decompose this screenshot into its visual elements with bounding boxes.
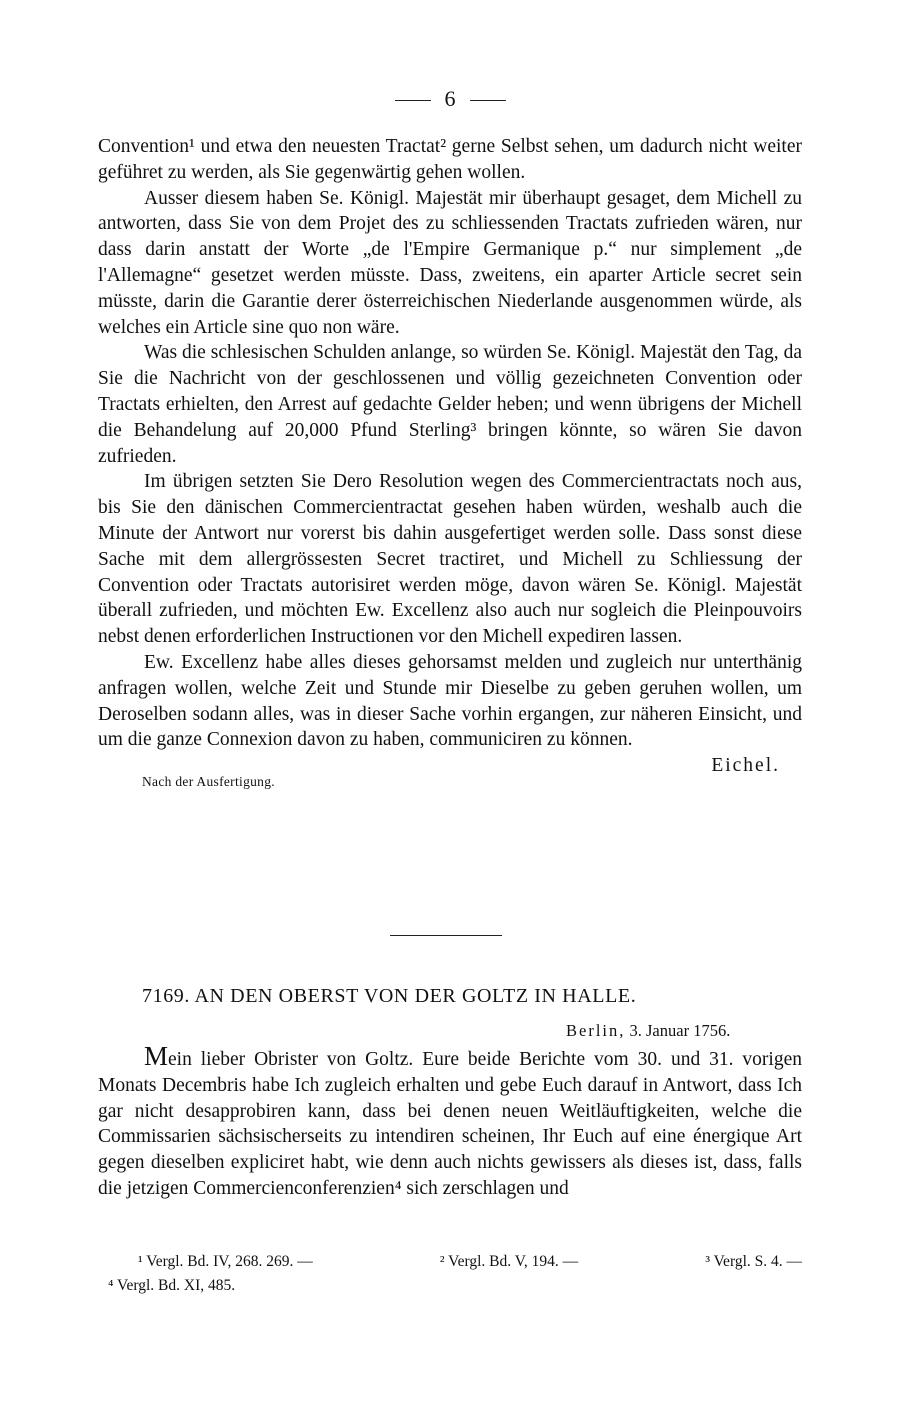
footnote-3: ³ Vergl. S. 4. —	[705, 1253, 802, 1270]
paragraph: Im übrigen setzten Sie Dero Resolution wegen des Commercientractats noch aus, bis Sie den dänischen Commercientractat gesehen haben würden, weshalb auch die Minute der Antwort nur vorerst bis dahin ausgefertiget werden solle. Dass sonst diese Sache mit dem allergrössesten Secret tractiret, und Michell zu Schliessung der Convention oder Tractats autorisiret werden möge, davon wären Se. Königl. Majestät überall zufrieden, und möchten Ew. Excellenz also auch nur sogleich die Pleinpouvoirs nebst denen erforderlichen Instructionen vor den Michell expediren lassen.	[98, 471, 802, 648]
letter-body-bottom	[98, 1041, 802, 1202]
signature: Eichel.	[711, 755, 780, 777]
paragraph: Ew. Excellenz habe alles dieses gehorsamst melden und zugleich nur unterthänig anfragen wollen, welche Zeit und Stunde mir Dieselbe zu geben geruhen wollen, um Deroselben sodann alles, was in dieser Sache vorhin ergangen, zur näheren Einsicht, und um die ganze Connexion davon zu haben, communiciren zu können.	[98, 651, 802, 751]
dateline	[566, 1021, 730, 1041]
footnote-line-2	[98, 1274, 802, 1298]
page-number: 6	[444, 86, 456, 111]
section-divider	[390, 935, 502, 936]
page-header	[0, 86, 900, 112]
footnote-2: ² Vergl. Bd. V, 194. —	[439, 1253, 579, 1270]
letter-body-top	[98, 134, 802, 790]
header-dash-left	[395, 100, 431, 101]
document-heading: 7169. AN DEN OBERST VON DER GOLTZ IN HALLE.	[142, 985, 637, 1007]
footnote-4: ⁴ Vergl. Bd. XI, 485.	[108, 1277, 236, 1294]
paragraph: Was die schlesischen Schulden anlange, so würden Se. Königl. Majestät den Tag, da Sie die Nachricht von der geschlossenen und völlig gezeichneten Convention oder Tractats erhielten, den Arrest auf gedachte Gelder heben; und wenn übrigens der Michell die Behandelung auf 20,000 Pfund Sterling³ bringen könnte, so wären Sie davon zufrieden.	[98, 342, 802, 467]
source-note: Nach der Ausfertigung.	[142, 774, 275, 790]
footnote-line-1	[98, 1250, 802, 1274]
footnote-1: ¹ Vergl. Bd. IV, 268. 269. —	[138, 1253, 313, 1270]
paragraph-continuation: Convention¹ und etwa den neuesten Tractat² gerne Selbst sehen, um dadurch nicht weiter geführet zu werden, als Sie gegenwärtig gehen wollen.	[98, 136, 802, 183]
header-dash-right	[470, 100, 506, 101]
paragraph-opening: Mein lieber Obrister von Goltz. Eure beide Berichte vom 30. und 31. vorigen Monats Decembris habe Ich zugleich erhalten und gebe Euch darauf in Antwort, dass Ich gar nicht desapprobiren kann, dass bei denen neuen Weitläuftigkeiten, welche die Commissarien sächsischerseits zu intendiren scheinen, Ihr Euch auf eine énergique Art gegen dieselben expliciret habt, wie denn auch nichts gewissers als dieses ist, dass, falls die jetzigen Commercienconferenzien⁴ sich zerschlagen und	[98, 1041, 802, 1199]
footnotes	[98, 1250, 802, 1298]
signature-row	[98, 753, 802, 790]
dateline-place: Berlin,	[566, 1021, 626, 1040]
dateline-date: 3. Januar 1756.	[629, 1021, 731, 1040]
paragraph: Ausser diesem haben Se. Königl. Majestät mir überhaupt gesaget, dem Michell zu antworten, dass Sie von dem Projet des zu schliessenden Tractats zufrieden wären, nur dass darin anstatt der Worte „de l'Empire Germanique p.“ nur simplement „de l'Allemagne“ gesetzet werden müsste. Dass, zweitens, ein aparter Article secret sein müsste, darin die Garantie derer österreichischen Niederlande ausgenommen würde, als welches ein Article sine quo non wäre.	[98, 187, 802, 338]
